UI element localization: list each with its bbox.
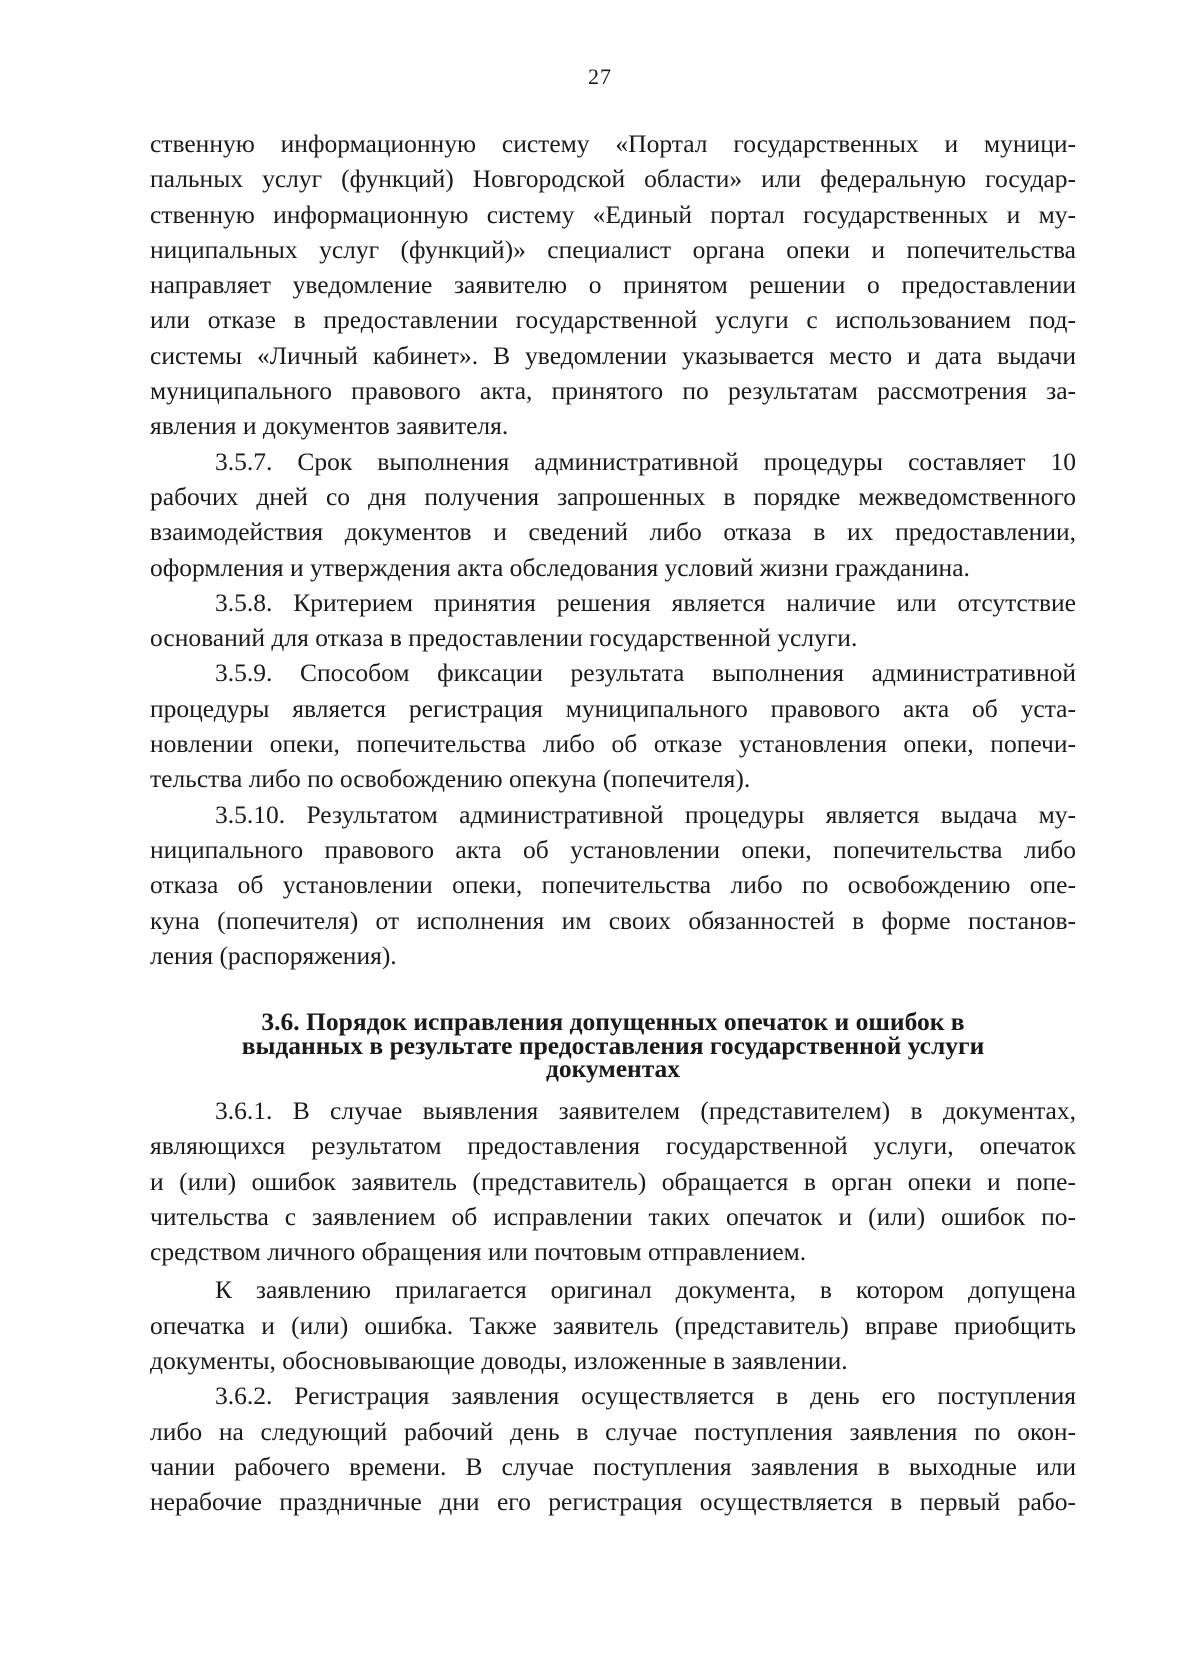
text-line: ниципальных услуг (функций)» специалист органа опеки и попечительства [150, 234, 1076, 264]
text-line: муниципального правового акта, принятого по результатам рассмотрения за- [150, 376, 1076, 406]
text-line: являющихся результатом предоставления государственной услуги, опечаток [150, 1131, 1076, 1161]
text-line: пальных услуг (функций) Новгородской области» или федеральную государ- [150, 164, 1076, 194]
paragraph-3-6-1 [150, 1093, 1076, 1269]
text-line: рабочих дней со дня получения запрошенных в порядке межведомственного [150, 481, 1076, 511]
text-line: нерабочие праздничные дни его регистрация осуществляется в первый рабо- [150, 1487, 1076, 1517]
text-line: ления (распоряжения). [150, 940, 397, 970]
text-line: оснований для отказа в предоставлении государственной услуги. [150, 623, 858, 653]
paragraph-3-5-8 [150, 585, 1076, 656]
heading-line: 3.6. Порядок исправления допущенных опечаток и ошибок в [261, 1007, 965, 1036]
paragraph-3-6-2 [150, 1378, 1076, 1519]
text-line: системы «Личный кабинет». В уведомлении указывается место и дата выдачи [150, 340, 1076, 370]
heading-line: документах [545, 1054, 681, 1083]
text-line: 3.5.10. Результатом административной процедуры является выдача му- [215, 799, 1076, 829]
page-number: 27 [588, 64, 612, 89]
text-line: отказа об установлении опеки, попечительства либо по освобождению опе- [150, 870, 1076, 900]
text-line: и (или) ошибок заявитель (представитель) обращается в орган опеки и попе- [150, 1166, 1076, 1196]
section-3-5-text [150, 126, 1076, 973]
text-line: 3.5.7. Срок выполнения административной процедуры составляет 10 [215, 446, 1076, 476]
paragraph-3-5-10 [150, 797, 1076, 973]
text-line: процедуры является регистрация муниципального правового акта об уста- [150, 693, 1076, 723]
text-line: явления и документов заявителя. [150, 411, 509, 441]
paragraph-3-5-9 [150, 655, 1076, 796]
text-line: 3.6.2. Регистрация заявления осуществляется в день его поступления [215, 1381, 1076, 1411]
section-3-6-text [150, 1093, 1076, 1520]
text-line: 3.6.1. В случае выявления заявителем (представителем) в документах, [215, 1096, 1076, 1125]
text-line: ниципального правового акта об установлении опеки, попечительства либо [150, 834, 1076, 864]
text-line: К заявлению прилагается оригинал документа, в котором допущена [215, 1275, 1076, 1305]
text-line: тельства либо по освобождению опекуна (попечителя). [150, 764, 751, 794]
text-line: новлении опеки, попечительства либо об отказе установления опеки, попечи- [150, 729, 1076, 759]
text-line: оформления и утверждения акта обследования условий жизни гражданина. [150, 552, 970, 582]
text-line: ственную информационную систему «Портал государственных и муници- [150, 129, 1076, 158]
text-line: документы, обосновывающие доводы, изложенные в заявлении. [150, 1346, 848, 1376]
paragraph-3-5-7 [150, 444, 1076, 585]
text-line: куна (попечителя) от исполнения им своих обязанностей в форме постанов- [150, 905, 1076, 935]
text-line: или отказе в предоставлении государственной услуги с использованием под- [150, 305, 1076, 335]
paragraph-intro [150, 126, 1076, 444]
text-line: взаимодействия документов и сведений либо отказа в их предоставлении, [150, 517, 1076, 547]
text-line: либо на следующий рабочий день в случае поступления заявления по окон- [150, 1416, 1076, 1446]
section-heading-3-6 [150, 1007, 1076, 1083]
text-line: 3.5.8. Критерием принятия решения является наличие или отсутствие [215, 587, 1076, 617]
text-line: средством личного обращения или почтовым отправлением. [150, 1237, 807, 1267]
text-line: чании рабочего времени. В случае поступления заявления в выходные или [150, 1451, 1076, 1481]
text-line: 3.5.9. Способом фиксации результата выполнения административной [215, 658, 1076, 688]
heading-line: выданных в результате предоставления государственной услуги [241, 1030, 985, 1060]
text-line: ственную информационную систему «Единый портал государственных и му- [150, 199, 1076, 229]
text-line: направляет уведомление заявителю о принятом решении о предоставлении [150, 270, 1076, 300]
text-line: чительства с заявлением об исправлении таких опечаток и (или) ошибок по- [150, 1201, 1076, 1231]
text-line: опечатка и (или) ошибка. Также заявитель (представитель) вправе приобщить [150, 1310, 1076, 1340]
paragraph-attachment [150, 1272, 1076, 1378]
